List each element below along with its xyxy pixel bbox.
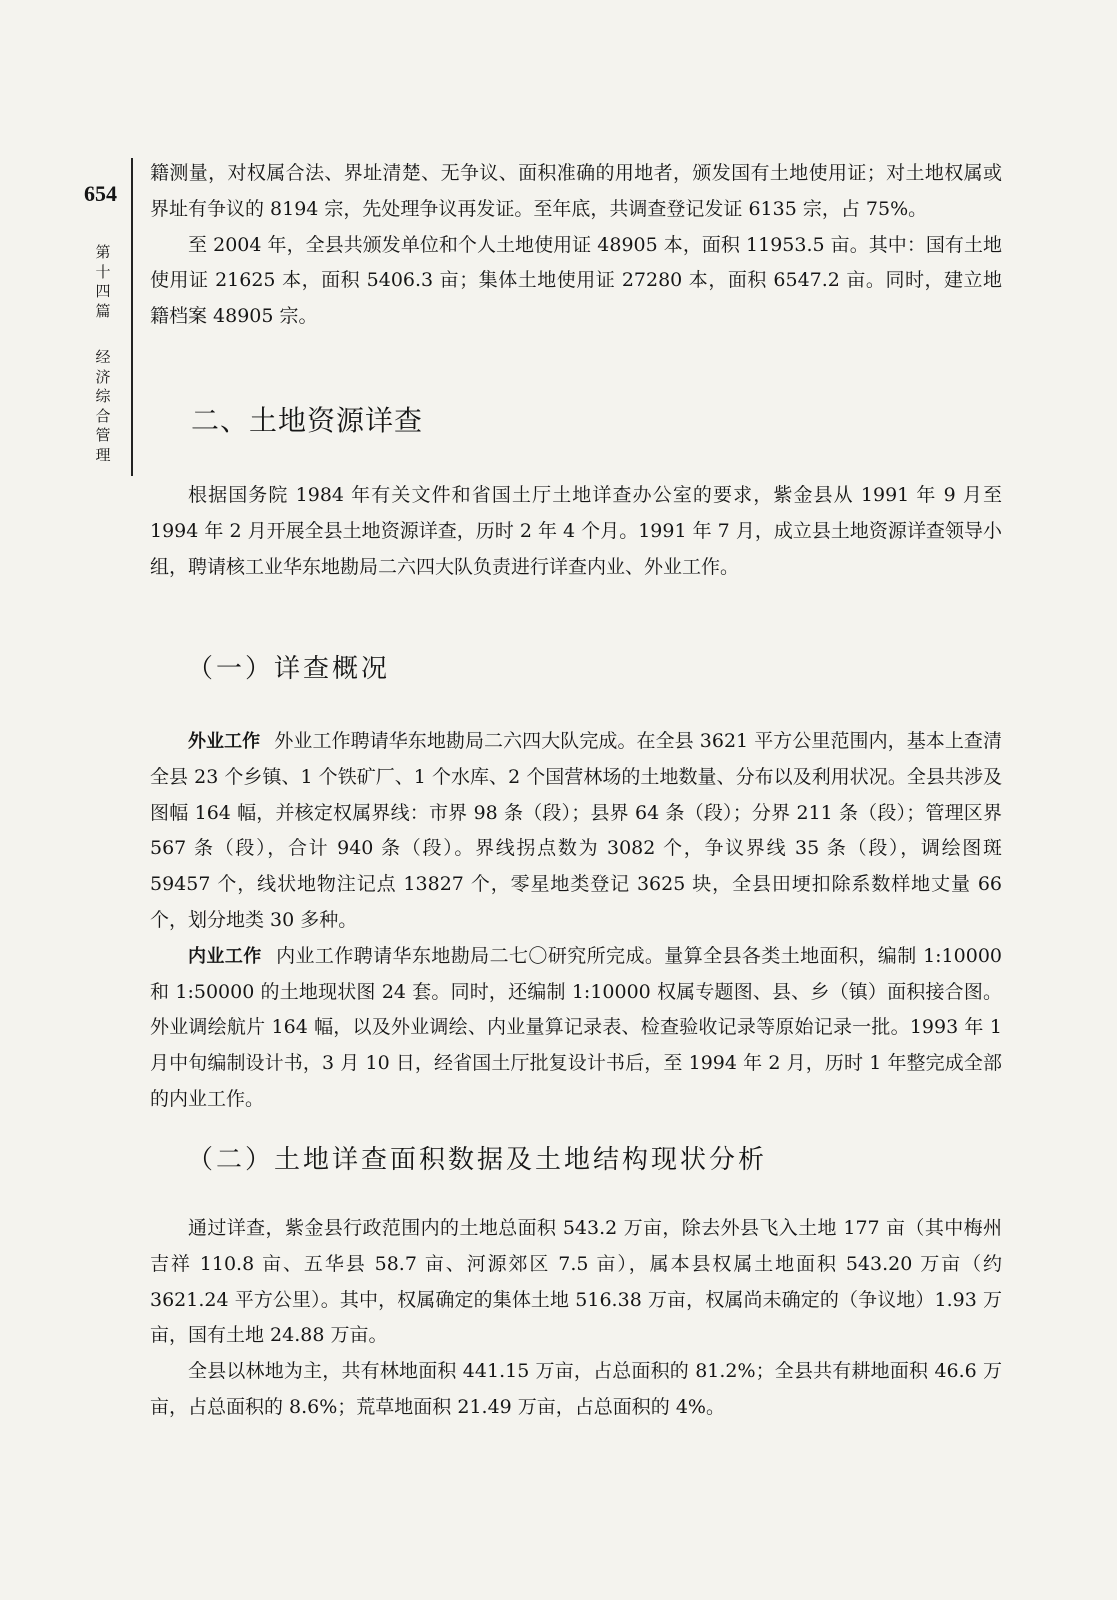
survey-overview-block [150, 724, 1002, 1118]
side-char: 篇 [95, 301, 111, 320]
section-heading: 二、土地资源详查 [191, 404, 424, 437]
paragraph: 至 2004 年，全县共颁发单位和个人土地使用证 48905 本，面积 11953.5 亩。其中：国有土地使用证 21625 本，面积 5406.3 亩；集体土地使用证 27280 本，面积 6547.2 亩。同时，建立地籍档案 48905 宗。 [150, 233, 1002, 328]
section-intro [150, 478, 1002, 585]
paragraph: 通过详查，紫金县行政范围内的土地总面积 543.2 万亩，除去外县飞入土地 177 亩（其中梅州吉祥 110.8 亩、五华县 58.7 亩、河源郊区 7.5 亩），属本县权属土地面积 543.20 万亩（约 3621.24 平方公里）。其中，权属确定的集体土地 516.38 万亩，权属尚未确定的（争议地）1.93 万亩，国有土地 24.88 万亩。 [150, 1217, 1002, 1347]
side-char: 四 [95, 282, 111, 300]
paragraph: 全县以林地为主，共有林地面积 441.15 万亩，占总面积的 81.2%；全县共有耕地面积 46.6 万亩，占总面积的 8.6%；荒草地面积 21.49 万亩，占总面积的 4%。 [150, 1360, 1002, 1418]
side-char: 合 [95, 406, 111, 425]
side-char: 综 [95, 387, 111, 405]
side-label-part [92, 243, 114, 321]
side-char: 经 [95, 348, 111, 366]
paragraph [150, 724, 1002, 939]
side-char: 济 [95, 367, 111, 386]
side-rule [131, 158, 133, 476]
fieldwork-text: 外业工作聘请华东地勘局二六四大队完成。在全县 3621 平方公里范围内，基本上查清全县 23 个乡镇、1 个铁矿厂、1 个水库、2 个国营林场的土地数量、分布以及利用状况。全县共涉及图幅 164 幅，并核定权属界线：市界 98 条（段）；县界 64 条（段）；分界 211 条（段）；管理区界 567 条（段），合计 940 条（段）。界线拐点数为 3082 个，争议界线 35 条（段），调绘图斑 59457 个，线状地物注记点 13827 个，零星地类登记 3625 块，全县田埂扣除系数样地丈量 66 个，划分地类 30 多种。 [150, 730, 1002, 931]
subsection-heading: （二）土地详查面积数据及土地结构现状分析 [187, 1145, 768, 1175]
paragraph [150, 939, 1002, 1118]
side-char: 十 [95, 262, 111, 281]
paragraph: 籍测量，对权属合法、界址清楚、无争议、面积准确的用地者，颁发国有土地使用证；对土地权属或界址有争议的 8194 宗，先处理争议再发证。至年底，共调查登记发证 6135 宗，占 75%。 [150, 162, 1002, 220]
side-char: 第 [95, 243, 111, 261]
side-label-section [92, 348, 114, 465]
indoor-text: 内业工作聘请华东地勘局二七〇研究所完成。量算全县各类土地面积，编制 1:10000 和 1:50000 的土地现状图 24 套。同时，还编制 1:10000 权属专题图、县、乡（镇）面积接合图。外业调绘航片 164 幅，以及外业调绘、内业量算记录表、检查验收记录等原始记录一批。1993 年 1 月中旬编制设计书，3 月 10 日，经省国土厅批复设计书后，至 1994 年 2 月，历时 1 年整完成全部的内业工作。 [150, 944, 1003, 1110]
page-number: 654 [84, 181, 117, 206]
side-char: 理 [95, 445, 111, 464]
side-char: 管 [95, 426, 111, 444]
paragraph: 根据国务院 1984 年有关文件和省国土厅土地详查办公室的要求，紫金县从 1991 年 9 月至 1994 年 2 月开展全县土地资源详查，历时 2 年 4 个月。1991 年 7 月，成立县土地资源详查领导小组，聘请核工业华东地勘局二六四大队负责进行详查内业、外业工作。 [150, 484, 1002, 578]
term-fieldwork: 外业工作 [188, 731, 261, 752]
subsection-heading: （一）详查概况 [187, 654, 391, 684]
area-analysis-block [150, 1211, 1002, 1426]
term-indoor: 内业工作 [188, 945, 262, 967]
opening-block [150, 156, 1002, 335]
